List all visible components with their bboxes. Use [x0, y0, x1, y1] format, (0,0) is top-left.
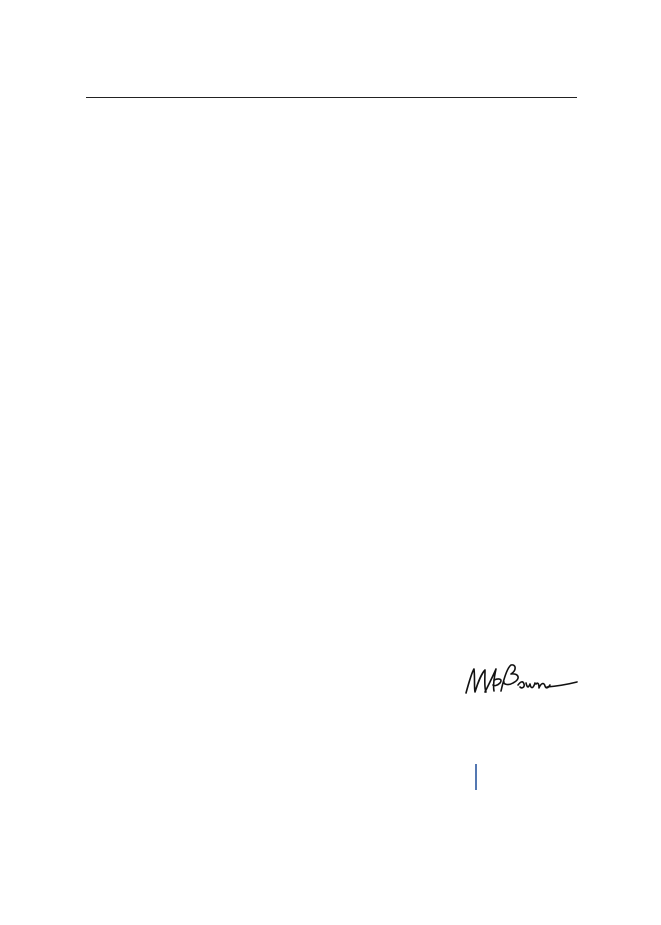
handwritten-signature	[463, 660, 579, 702]
uf-logo	[430, 760, 578, 792]
running-header	[86, 80, 577, 98]
